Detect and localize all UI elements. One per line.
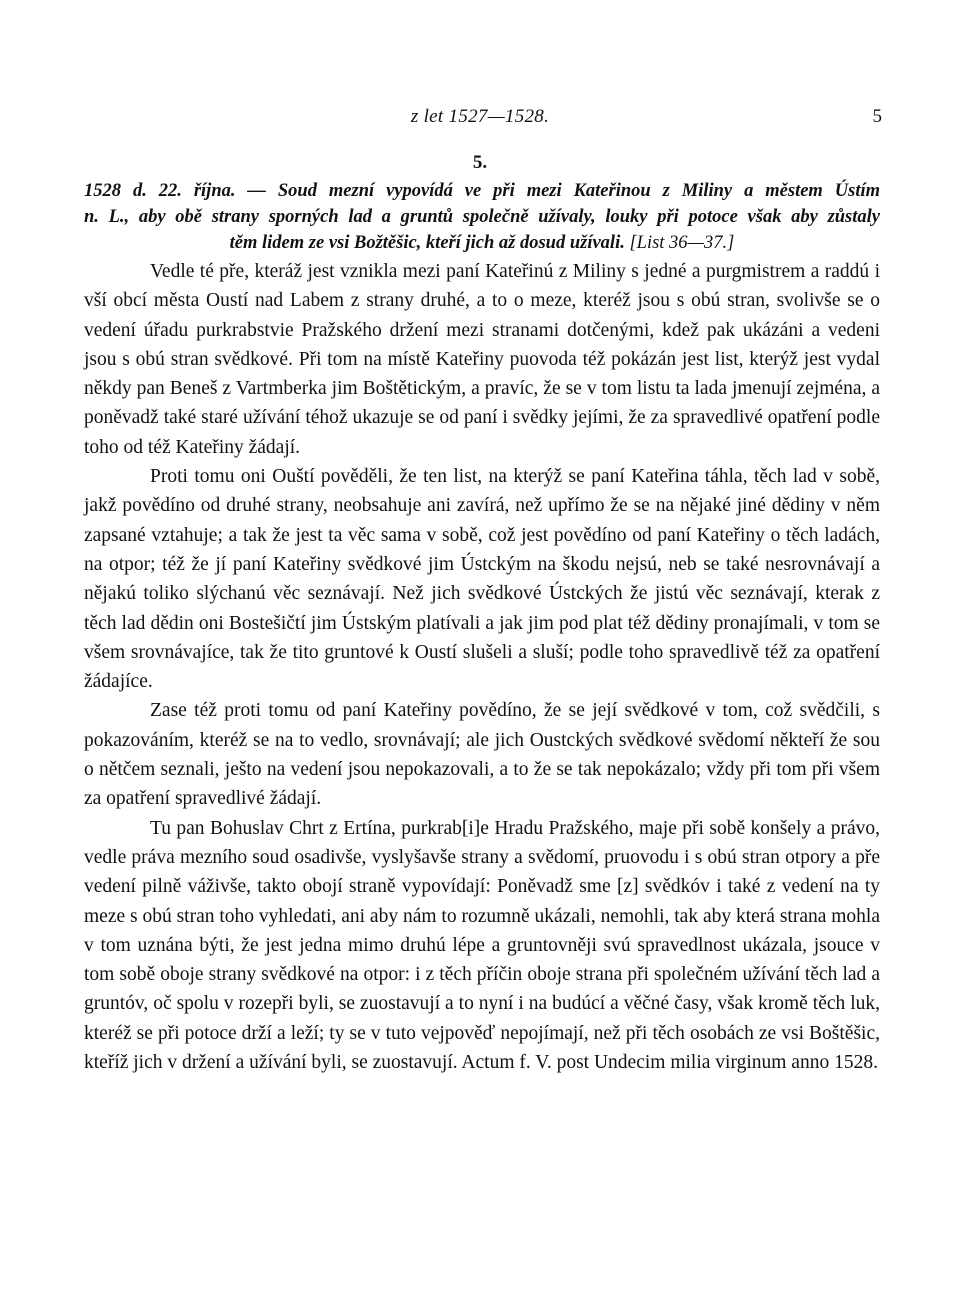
regest-line — [84, 230, 880, 256]
regest-line-text: těm lidem ze vsi Božtěšic, kteří jich až dosud užívali. — [229, 233, 625, 253]
entry-regest — [84, 178, 880, 256]
source-reference: [List 36—37.] — [629, 233, 735, 253]
running-title: z let 1527—1528. — [410, 106, 550, 127]
paragraph: Vedle té pře, kteráž jest vznikla mezi paní Kateřinú z Miliny s jedné a purgmistrem a raddú i vší obcí města Oustí nad Labem z strany druhé, a to o meze, kteréž jsou s obú stran, svolivše se o vedení úřadu purkrabstvie Pražského držení mezi stranami dotčenými, kdež pak ukázáni a vedeni jsou s obú stran svědkové. Při tom na místě Kateřiny puovoda též pokázán jest list, kterýž jest vydal někdy pan Beneš z Vartmberka jim Boštětickým, a pravíc, že se v tom listu ta lada jmenují zejména, a poněvadž také staré užívání téhož ukazuje se od paní i svědky jejími, že za spravedlivé opatření podle toho od též Kateřiny žádají. — [84, 261, 880, 458]
paragraph: Tu pan Bohuslav Chrt z Ertína, purkrab[i]e Hradu Pražského, maje při sobě konšely a právo, vedle práva mezního soud osadivše, vyslyšavše strany a svědomí, pruovodu i s obú stran otpory a pře vedení pilně váživše, takto obojí straně vypovídají: Poněvadž sme [z] svědkóv i také z vedení na ty meze s obú stran toho vyhledati, ani aby nám to rozumně ukázali, nemohli, tak aby která strana mohla v tom uznána býti, že jest jedna mimo druhú lépe a gruntovněji svú spravedlnost ukázala, jsouce v tom sobě oboje strany svědkové na otpor: i z těch příčin oboje strana při společném užívání těch lad a gruntóv, oč spolu v rozepři byli, se zuostavují a to nyní i na budúcí a věčné časy, však kromě těch luk, kteréž se při potoce drží a leží; ty se v tuto vejpověď nepojímají, než při těch osobách ze vsi Boštěšic, kteříž jich v držení a užívání byli, se zuostavují. Actum f. V. post Undecim milia virginum anno 1528. — [84, 817, 881, 1074]
body-text — [84, 257, 880, 1077]
entry-number: 5. — [472, 152, 488, 173]
paragraph: Proti tomu oni Ouští pověděli, že ten list, na kterýž se paní Kateřina táhla, těch lad v sobě, jakž povědíno od druhé strany, neobsahuje ani zavírá, než upřímo že se na nějaké jiné dědiny v něm zapsané vztahuje; a tak že jest ta věc sama v sobě, což jest povědíno od paní Kateřiny o těch ladách, na otpor; též že jí paní Kateřiny svědkové jim Ústckým na škodu nejsú, neb se také nesrovnávají a nějakú toliko slýchanú věc seznávají. Než jich svědkové Ústckých že jistú věc seznávají, kterak z těch lad dědin oni Bostešičtí jim Ústským platívali a jak jim pod plat též dědiny pronajímali, v tom se všem srovnávajíce, tak že tito gruntové k Oustí slušeli a sluší; podle toho spravedlivě též za opatření žádajíce. — [84, 466, 880, 693]
paragraph: Zase též proti tomu od paní Kateřiny povědíno, že se její svědkové v tom, což svědčili, s pokazováním, kteréž se na to vedlo, srovnávají; ale jich Oustckých svědkové svědomí někteří že sou o nětčem seznali, ješto na vedení jsou nepokazovali, a to že se tak nepokázalo; vždy při tom při všem za opatření spravedlivé žádají. — [84, 700, 880, 810]
page-number: 5 — [872, 106, 882, 127]
regest-line: n. L., aby obě strany sporných lad a gruntů společně užívaly, louky při potoce však aby zůstaly — [84, 207, 880, 227]
regest-line: 1528 d. 22. října. — Soud mezní vypovídá ve při mezi Kateřinou z Miliny a městem Ústím — [84, 181, 880, 201]
